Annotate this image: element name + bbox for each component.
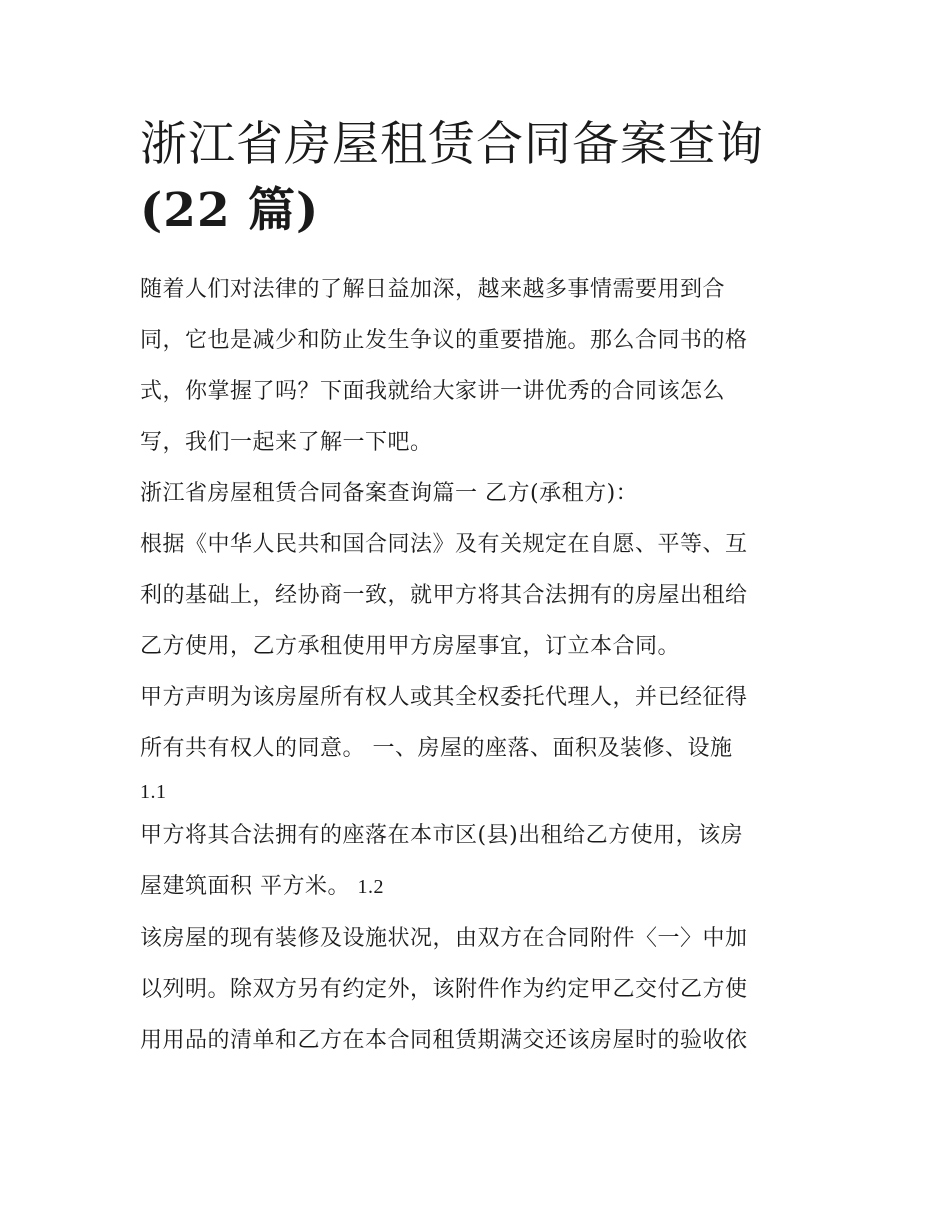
text-line: 甲方声明为该房屋所有权人或其全权委托代理人，并已经征得 [140,685,748,710]
text-line: 以列明。除双方另有约定外，该附件作为约定甲乙交付乙方使 [140,977,748,1002]
text-line: 式，你掌握了吗？下面我就给大家讲一讲优秀的合同该怎么 [140,379,726,404]
document-page [140,112,812,1066]
declaration-paragraph [140,672,812,774]
document-title [140,112,812,244]
section-heading-paragraph [140,468,812,519]
text-line: 同，它也是减少和防止发生争议的重要措施。那么合同书的格 [140,328,748,353]
text-line: 浙江省房屋租赁合同备案查询篇一 乙方(承租方)： [140,481,639,506]
text-line: 该房屋的现有装修及设施状况，由双方在合同附件〈一〉中加 [140,926,748,951]
text-line: 写，我们一起来了解一下吧。 [140,430,433,455]
text-line: 利的基础上，经协商一致，就甲方将其合法拥有的房屋出租给 [140,583,748,608]
clause-number: 1.1 [140,781,167,803]
title-line-1: 浙江省房屋租赁合同备案查询 [140,117,764,172]
clause-number-paragraph [140,774,812,810]
text-line: 随着人们对法律的了解日益加深，越来越多事情需要用到合 [140,277,726,302]
text-line: 用用品的清单和乙方在本合同租赁期满交还该房屋时的验收依 [140,1028,748,1053]
text-line: 所有共有权人的同意。 一、房屋的座落、面积及装修、设施 [140,736,733,761]
basis-paragraph [140,519,812,672]
text-fragment: 屋建筑面积 平方米。 [140,874,358,899]
document-body [140,264,812,1066]
location-paragraph [140,810,812,913]
clause-number: 1.2 [357,876,384,898]
text-line: 根据《中华人民共和国合同法》及有关规定在自愿、平等、互 [140,532,748,557]
text-line: 乙方使用，乙方承租使用甲方房屋事宜，订立本合同。 [140,634,681,659]
intro-paragraph [140,264,812,468]
text-line-with-number [140,861,812,913]
title-line-2: (22 篇) [140,183,320,238]
text-line: 甲方将其合法拥有的座落在本市区(县)出租给乙方使用，该房 [140,823,744,848]
facilities-paragraph [140,913,812,1066]
